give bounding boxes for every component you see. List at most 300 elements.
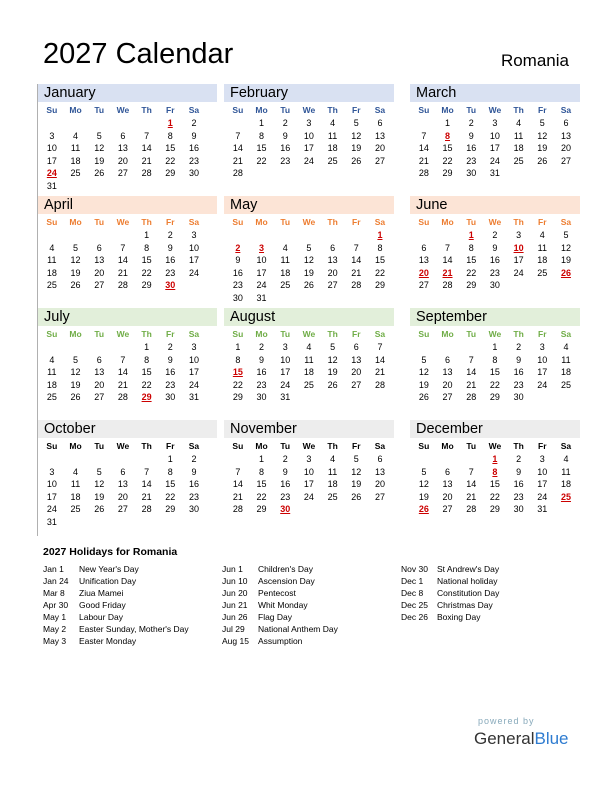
day: 19 — [327, 367, 338, 378]
day: 14 — [442, 255, 453, 266]
weekday-label: We — [302, 105, 316, 115]
weekday-header — [38, 326, 217, 340]
holiday-name: Christmas Day — [437, 600, 493, 610]
empty-cell — [111, 116, 135, 129]
day: 14 — [418, 143, 429, 154]
day: 27 — [442, 392, 453, 403]
weekday-label: Tu — [466, 441, 477, 451]
day: 6 — [445, 466, 451, 477]
empty-cell — [273, 228, 297, 241]
day: 16 — [513, 367, 524, 378]
day: 3 — [539, 342, 545, 352]
weekday-header — [224, 102, 394, 116]
day: 29 — [489, 504, 500, 515]
month-march — [410, 84, 580, 196]
day: 22 — [141, 267, 152, 278]
day: 5 — [421, 466, 427, 477]
day: 17 — [188, 255, 199, 266]
day: 28 — [117, 280, 128, 291]
day: 27 — [442, 504, 453, 515]
day: 29 — [466, 280, 477, 291]
weekday-label: Fr — [352, 441, 361, 451]
day: 7 — [235, 130, 241, 141]
holidays-column-2 — [222, 563, 338, 647]
weekday-label: Sa — [188, 441, 200, 451]
day: 18 — [513, 143, 524, 154]
day: 6 — [120, 130, 126, 141]
day: 16 — [188, 143, 199, 154]
holiday-entry — [222, 623, 338, 635]
day: 31 — [280, 392, 291, 403]
weekday-label: Su — [232, 105, 244, 115]
weekday-label: Th — [327, 441, 338, 451]
day: 12 — [94, 479, 105, 490]
days-grid — [410, 340, 580, 403]
day: 11 — [304, 354, 314, 365]
day: 5 — [96, 466, 102, 477]
day: 9 — [191, 466, 197, 477]
weekday-label: Fr — [538, 105, 547, 115]
day: 7 — [468, 466, 474, 477]
month-name: September — [410, 308, 580, 326]
holiday-date: May 1 — [43, 612, 67, 622]
empty-cell — [412, 452, 436, 465]
day: 19 — [418, 491, 429, 502]
day: 15 — [466, 255, 477, 266]
empty-cell — [40, 228, 64, 241]
days-grid — [38, 228, 217, 291]
day: 16 — [280, 479, 291, 490]
day: 15 — [374, 255, 385, 266]
day: 8 — [377, 242, 383, 253]
weekday-label: Su — [418, 217, 430, 227]
day: 6 — [120, 466, 126, 477]
weekday-header — [410, 326, 580, 340]
day: 14 — [351, 255, 362, 266]
holiday-entry — [401, 611, 499, 623]
month-january — [38, 84, 217, 196]
day: 7 — [353, 242, 359, 253]
day: 12 — [351, 466, 362, 477]
weekday-label: Su — [46, 105, 58, 115]
day: 17 — [513, 255, 524, 266]
holiday-entry — [401, 575, 499, 587]
weekday-label: Sa — [188, 105, 200, 115]
weekday-label: Sa — [560, 441, 572, 451]
day: 20 — [117, 155, 128, 166]
holiday-date: May 2 — [43, 624, 67, 634]
day: 14 — [232, 143, 243, 154]
day: 21 — [466, 379, 477, 390]
holiday-entry — [222, 563, 338, 575]
empty-cell — [64, 340, 88, 353]
day: 22 — [165, 491, 176, 502]
day: 18 — [46, 267, 57, 278]
day: 21 — [232, 491, 243, 502]
day: 3 — [516, 230, 522, 240]
holiday-entry — [401, 563, 499, 575]
day: 17 — [537, 367, 548, 378]
day: 14 — [141, 143, 152, 154]
day: 17 — [303, 479, 314, 490]
holidays-column-1 — [43, 563, 189, 647]
day: 11 — [537, 242, 547, 253]
weekday-label: We — [302, 329, 316, 339]
weekday-label: Th — [141, 329, 152, 339]
day: 30 — [513, 504, 524, 515]
day: 8 — [259, 130, 265, 141]
month-may — [224, 196, 394, 308]
day: 28 — [351, 280, 362, 291]
weekday-label: Th — [141, 217, 152, 227]
weekday-header — [224, 214, 394, 228]
day: 31 — [489, 168, 500, 179]
day: 2 — [492, 230, 498, 240]
day: 26 — [418, 392, 429, 403]
weekday-label: Mo — [255, 217, 268, 227]
empty-cell — [226, 452, 250, 465]
weekday-label: Mo — [69, 217, 82, 227]
holiday-entry — [222, 599, 338, 611]
month-november — [224, 420, 394, 532]
day: 23 — [165, 379, 176, 390]
day: 24 — [188, 379, 199, 390]
empty-cell — [344, 228, 368, 241]
day: 2 — [516, 342, 522, 352]
day: 21 — [466, 491, 477, 502]
day: 25 — [70, 168, 81, 179]
weekday-label: Th — [513, 217, 524, 227]
day: 15 — [256, 143, 267, 154]
day: 24 — [303, 491, 314, 502]
holiday-day: 21 — [442, 267, 453, 278]
weekday-label: We — [302, 217, 316, 227]
day: 12 — [351, 130, 362, 141]
day: 7 — [235, 466, 241, 477]
day: 1 — [259, 454, 265, 464]
day: 10 — [303, 466, 314, 477]
day: 3 — [539, 454, 545, 464]
day: 1 — [235, 342, 241, 352]
day: 20 — [327, 267, 338, 278]
day: 5 — [73, 242, 79, 253]
day: 14 — [374, 354, 385, 365]
empty-cell — [321, 228, 345, 241]
day: 5 — [73, 354, 79, 365]
day: 19 — [560, 255, 571, 266]
day: 8 — [468, 242, 474, 253]
day: 8 — [167, 130, 173, 141]
weekday-label: Su — [46, 329, 58, 339]
day: 22 — [489, 379, 500, 390]
empty-cell — [87, 452, 111, 465]
day: 19 — [537, 143, 548, 154]
day: 12 — [537, 130, 548, 141]
holiday-day: 1 — [468, 230, 474, 240]
day: 9 — [167, 354, 173, 365]
day: 10 — [537, 354, 548, 365]
month-name: July — [38, 308, 217, 326]
holiday-name: Children's Day — [258, 564, 314, 574]
day: 18 — [327, 143, 338, 154]
empty-cell — [436, 452, 460, 465]
day: 17 — [46, 491, 57, 502]
days-grid — [224, 340, 394, 403]
empty-cell — [226, 228, 250, 241]
weekday-label: Fr — [538, 329, 547, 339]
day: 31 — [46, 516, 57, 527]
weekday-label: Fr — [538, 217, 547, 227]
day: 22 — [466, 267, 477, 278]
holiday-day: 1 — [167, 118, 173, 128]
weekday-label: Su — [418, 105, 430, 115]
day: 15 — [141, 367, 152, 378]
day: 22 — [256, 491, 267, 502]
holiday-day: 8 — [445, 130, 451, 141]
day: 6 — [421, 242, 427, 253]
day: 13 — [94, 255, 105, 266]
weekday-label: Th — [327, 105, 338, 115]
holidays-title: 2027 Holidays for Romania — [43, 546, 178, 558]
holidays-column-3 — [401, 563, 499, 623]
day: 9 — [468, 130, 474, 141]
weekday-header — [38, 438, 217, 452]
day: 11 — [70, 143, 81, 154]
generalblue-logo[interactable] — [474, 729, 569, 749]
empty-cell — [412, 228, 436, 241]
day: 15 — [489, 367, 500, 378]
month-name: December — [410, 420, 580, 438]
day: 16 — [466, 143, 477, 154]
weekday-label: Mo — [255, 329, 268, 339]
days-grid — [224, 228, 394, 304]
weekday-label: We — [302, 441, 316, 451]
day: 19 — [94, 491, 105, 502]
weekday-header — [224, 326, 394, 340]
day: 4 — [563, 454, 569, 464]
day: 28 — [374, 379, 385, 390]
day: 11 — [280, 255, 290, 266]
day: 3 — [306, 454, 312, 464]
day: 20 — [117, 491, 128, 502]
days-grid — [410, 116, 580, 179]
day: 28 — [232, 168, 243, 179]
day: 27 — [327, 280, 338, 291]
weekday-label: Fr — [166, 329, 175, 339]
day: 18 — [70, 155, 81, 166]
weekday-label: Mo — [441, 441, 454, 451]
day: 17 — [537, 479, 548, 490]
weekday-label: Sa — [374, 329, 386, 339]
holiday-day: 26 — [418, 504, 429, 515]
holiday-entry — [43, 611, 189, 623]
day: 15 — [256, 479, 267, 490]
month-february — [224, 84, 394, 196]
day: 21 — [117, 267, 128, 278]
day: 20 — [374, 143, 385, 154]
day: 10 — [188, 354, 199, 365]
days-grid — [224, 116, 394, 179]
day: 29 — [165, 168, 176, 179]
day: 22 — [141, 379, 152, 390]
day: 7 — [377, 342, 383, 352]
weekday-header — [224, 438, 394, 452]
day: 13 — [117, 143, 128, 154]
weekday-label: Mo — [441, 217, 454, 227]
brand-blue: Blue — [534, 729, 569, 748]
holiday-day: 10 — [513, 242, 524, 253]
weekday-label: Tu — [94, 217, 105, 227]
empty-cell — [111, 340, 135, 353]
weekday-header — [38, 214, 217, 228]
day: 15 — [165, 143, 176, 154]
weekday-label: Tu — [280, 217, 291, 227]
day: 18 — [280, 267, 291, 278]
weekday-label: Tu — [94, 441, 105, 451]
weekday-header — [410, 102, 580, 116]
day: 6 — [377, 454, 383, 464]
day: 21 — [141, 491, 152, 502]
day: 10 — [188, 242, 199, 253]
weekday-label: Su — [418, 329, 430, 339]
weekday-label: We — [116, 329, 130, 339]
day: 26 — [70, 392, 81, 403]
weekday-label: Fr — [352, 217, 361, 227]
days-grid — [410, 228, 580, 291]
empty-cell — [297, 228, 321, 241]
holiday-entry — [401, 599, 499, 611]
day: 24 — [537, 491, 548, 502]
day: 17 — [303, 143, 314, 154]
day: 1 — [167, 454, 173, 464]
month-name: January — [38, 84, 217, 102]
month-name: March — [410, 84, 580, 102]
weekday-label: Tu — [94, 329, 105, 339]
holiday-date: Jun 1 — [222, 564, 243, 574]
day: 4 — [282, 242, 288, 253]
weekday-header — [410, 438, 580, 452]
day: 11 — [513, 130, 524, 141]
weekday-label: Th — [513, 105, 524, 115]
weekday-label: Sa — [374, 441, 386, 451]
day: 27 — [94, 392, 105, 403]
day: 13 — [327, 255, 338, 266]
day: 6 — [96, 354, 102, 365]
day: 5 — [96, 130, 102, 141]
empty-cell — [412, 340, 436, 353]
day: 19 — [70, 267, 81, 278]
holiday-name: Assumption — [258, 636, 303, 646]
holiday-name: Easter Sunday, Mother's Day — [79, 624, 189, 634]
day: 12 — [94, 143, 105, 154]
day: 27 — [117, 168, 128, 179]
empty-cell — [64, 228, 88, 241]
day: 23 — [165, 267, 176, 278]
day: 4 — [330, 118, 336, 128]
day: 16 — [165, 367, 176, 378]
empty-cell — [459, 340, 483, 353]
day: 17 — [489, 143, 500, 154]
day: 24 — [46, 504, 57, 515]
day: 10 — [489, 130, 500, 141]
weekday-label: Su — [232, 217, 244, 227]
weekday-label: Fr — [352, 329, 361, 339]
day: 26 — [94, 168, 105, 179]
day: 24 — [256, 280, 267, 291]
holiday-entry — [43, 587, 189, 599]
day: 29 — [442, 168, 453, 179]
empty-cell — [436, 340, 460, 353]
holiday-entry — [222, 635, 338, 647]
day: 26 — [351, 491, 362, 502]
day: 8 — [144, 354, 150, 365]
day: 12 — [70, 255, 81, 266]
day: 11 — [70, 479, 81, 490]
day: 26 — [70, 280, 81, 291]
weekday-label: Mo — [255, 105, 268, 115]
weekday-label: Su — [46, 217, 58, 227]
weekday-label: Mo — [69, 105, 82, 115]
holiday-name: Labour Day — [79, 612, 123, 622]
day: 27 — [94, 280, 105, 291]
day: 27 — [351, 379, 362, 390]
holiday-day: 24 — [46, 168, 57, 179]
day: 17 — [188, 367, 199, 378]
day: 12 — [70, 367, 81, 378]
holiday-name: National holiday — [437, 576, 498, 586]
day: 20 — [374, 479, 385, 490]
day: 30 — [466, 168, 477, 179]
day: 19 — [94, 155, 105, 166]
day: 26 — [351, 155, 362, 166]
empty-cell — [111, 228, 135, 241]
day: 10 — [46, 479, 57, 490]
day: 12 — [418, 367, 429, 378]
weekday-label: Mo — [255, 441, 268, 451]
holiday-entry — [222, 587, 338, 599]
day: 14 — [466, 367, 477, 378]
holiday-day: 30 — [280, 504, 291, 515]
day: 13 — [94, 367, 105, 378]
holiday-day: 26 — [560, 267, 571, 278]
day: 25 — [70, 504, 81, 515]
day: 8 — [492, 354, 498, 365]
days-grid — [410, 452, 580, 515]
day: 4 — [73, 130, 79, 141]
weekday-label: Sa — [560, 217, 572, 227]
day: 18 — [303, 367, 314, 378]
holiday-name: Pentecost — [258, 588, 296, 598]
day: 2 — [167, 230, 173, 240]
holiday-name: Constitution Day — [437, 588, 500, 598]
page-title: 2027 Calendar — [43, 38, 234, 70]
day: 15 — [165, 479, 176, 490]
day: 22 — [442, 155, 453, 166]
holiday-entry — [43, 575, 189, 587]
day: 28 — [442, 280, 453, 291]
day: 9 — [282, 466, 288, 477]
holiday-name: Ziua Mamei — [79, 588, 124, 598]
holiday-entry — [43, 599, 189, 611]
day: 8 — [144, 242, 150, 253]
holiday-date: Apr 30 — [43, 600, 69, 610]
holiday-day: 25 — [560, 491, 571, 502]
day: 23 — [188, 491, 199, 502]
day: 30 — [256, 392, 267, 403]
empty-cell — [64, 452, 88, 465]
day: 26 — [537, 155, 548, 166]
empty-cell — [250, 228, 274, 241]
